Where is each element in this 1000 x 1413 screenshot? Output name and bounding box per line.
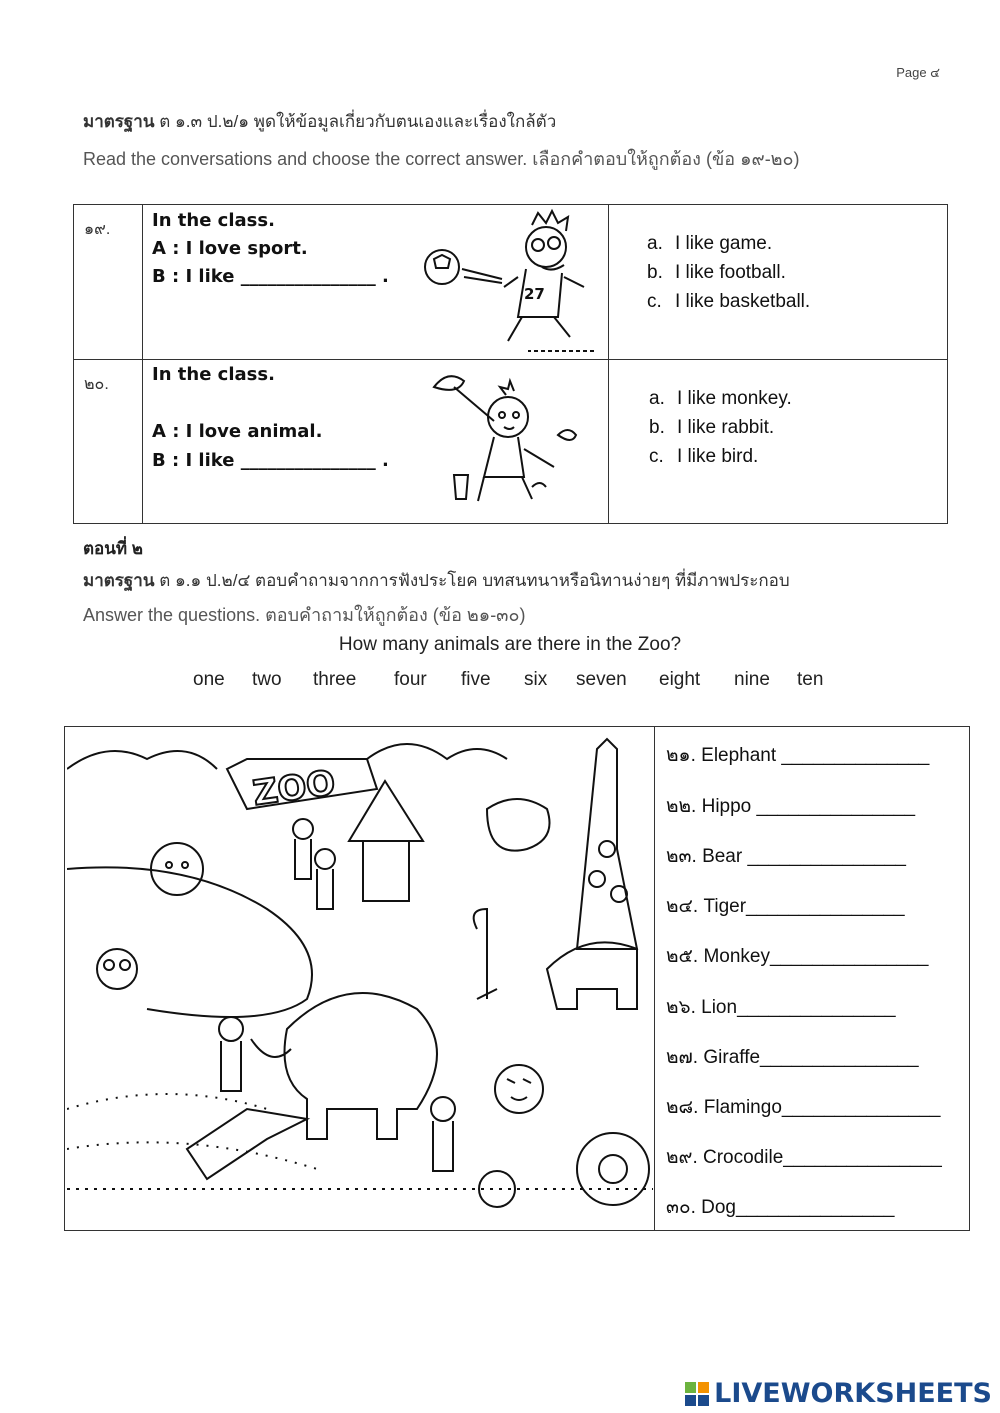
answer-21[interactable]: ๒๑. Elephant ______________ [666, 745, 930, 766]
logo-grid-icon [684, 1381, 710, 1407]
zoo-question: How many animals are there in the Zoo? [338, 634, 682, 655]
instruction-2: Answer the questions. ตอบคำถามให้ถูกต้อง (ข้อ ๒๑-๓๐) [83, 605, 526, 625]
jersey-number: 27 [524, 285, 545, 303]
q19-option-c[interactable] [647, 291, 810, 313]
instruction-1: Read the conversations and choose the correct answer. เลือกคำตอบให้ถูกต้อง (ข้อ ๑๙-๒๐) [83, 149, 800, 169]
page-number: Page ๔ [896, 65, 940, 80]
standard-1-text: ต ๑.๓ ป.๒/๑ พูดให้ข้อมูลเกี่ยวกับตนเองและเรื่องใกล้ตัว [159, 112, 557, 131]
q20-line-2: A : I love animal. [152, 421, 323, 442]
q20-option-a[interactable] [649, 388, 792, 410]
standard-2-text: ต ๑.๑ ป.๒/๔ ตอบคำถามจากการฟังประโยค บทสนทนาหรือนิทานง่ายๆ ที่มีภาพประกอบ [159, 571, 790, 590]
q19-line-1: In the class. [152, 210, 275, 231]
q20-line-1: In the class. [152, 364, 275, 385]
part-2-title: ตอนที่ ๒ [83, 539, 144, 558]
answer-25[interactable]: ๒๕. Monkey_______________ [666, 946, 929, 967]
q19-line-2: A : I love sport. [152, 238, 308, 259]
q19-option-b-text: I like football. [675, 262, 786, 283]
question-20-number: ๒๐. [84, 376, 109, 393]
word-five: five [461, 669, 491, 690]
answer-29[interactable]: ๒๙. Crocodile_______________ [666, 1147, 942, 1168]
standard-1-prefix: มาตรฐาน [83, 112, 155, 131]
answer-28[interactable]: ๒๘. Flamingo_______________ [666, 1097, 941, 1118]
word-three: three [313, 669, 357, 690]
monkey-icon [97, 949, 137, 989]
q19-option-b-letter: b. [647, 262, 663, 283]
hippo-icon [487, 799, 550, 851]
answer-24[interactable]: ๒๔. Tiger_______________ [666, 896, 905, 917]
q19-option-a-letter: a. [647, 233, 663, 254]
flamingo-icon [474, 909, 497, 999]
q19-option-c-letter: c. [647, 291, 662, 312]
liveworksheets-logo[interactable] [684, 1378, 992, 1409]
q20-option-a-letter: a. [649, 388, 665, 409]
word-two: two [252, 669, 282, 690]
tent-roof [349, 781, 423, 841]
bear-icon [547, 942, 637, 1009]
q20-option-b-text: I like rabbit. [677, 417, 775, 438]
standard-2 [83, 567, 790, 594]
q19-option-a[interactable] [647, 233, 772, 255]
zoo-scene-illustration [67, 729, 653, 1229]
standard-2-prefix: มาตรฐาน [83, 571, 155, 590]
q19-option-a-text: I like game. [675, 233, 773, 254]
q19-option-c-text: I like basketball. [675, 291, 811, 312]
number-word-bank [193, 669, 843, 695]
word-seven: seven [576, 669, 627, 690]
word-four: four [394, 669, 427, 690]
q19-line-3: B : I like _______________ . [152, 266, 389, 287]
football-boy-illustration [414, 207, 604, 357]
answer-30[interactable]: ๓๐. Dog_______________ [666, 1197, 895, 1218]
answer-22[interactable]: ๒๒. Hippo _______________ [666, 796, 916, 817]
question-19-number: ๑๙. [84, 221, 111, 238]
q20-line-3: B : I like _______________ . [152, 450, 389, 471]
tiger-icon [495, 1065, 543, 1113]
answer-23[interactable]: ๒๓. Bear _______________ [666, 846, 906, 867]
elephant-icon [285, 993, 438, 1139]
q20-option-a-text: I like monkey. [677, 388, 792, 409]
zoo-sign-text: ZOO [250, 762, 338, 814]
q20-option-b[interactable] [649, 417, 774, 439]
word-nine: nine [734, 669, 770, 690]
stamp-seal [577, 1133, 649, 1205]
conversation-table [73, 204, 948, 524]
word-six: six [524, 669, 548, 690]
q20-option-c-letter: c. [649, 446, 664, 467]
standard-1 [83, 108, 556, 135]
answer-27[interactable]: ๒๗. Giraffe_______________ [666, 1047, 919, 1068]
logo-text: LIVEWORKSHEETS [714, 1378, 992, 1409]
girl-feeding-bird-illustration [424, 365, 604, 515]
word-ten: ten [797, 669, 824, 690]
word-one: one [193, 669, 225, 690]
crocodile-icon [187, 1109, 307, 1179]
word-eight: eight [659, 669, 701, 690]
answer-26[interactable]: ๒๖. Lion_______________ [666, 997, 896, 1018]
lion-icon [151, 843, 203, 895]
giraffe-icon [577, 739, 637, 949]
q20-option-c-text: I like bird. [677, 446, 759, 467]
q20-option-c[interactable] [649, 446, 758, 468]
bird-icon [558, 430, 576, 440]
q20-option-b-letter: b. [649, 417, 665, 438]
q19-option-b[interactable] [647, 262, 786, 284]
